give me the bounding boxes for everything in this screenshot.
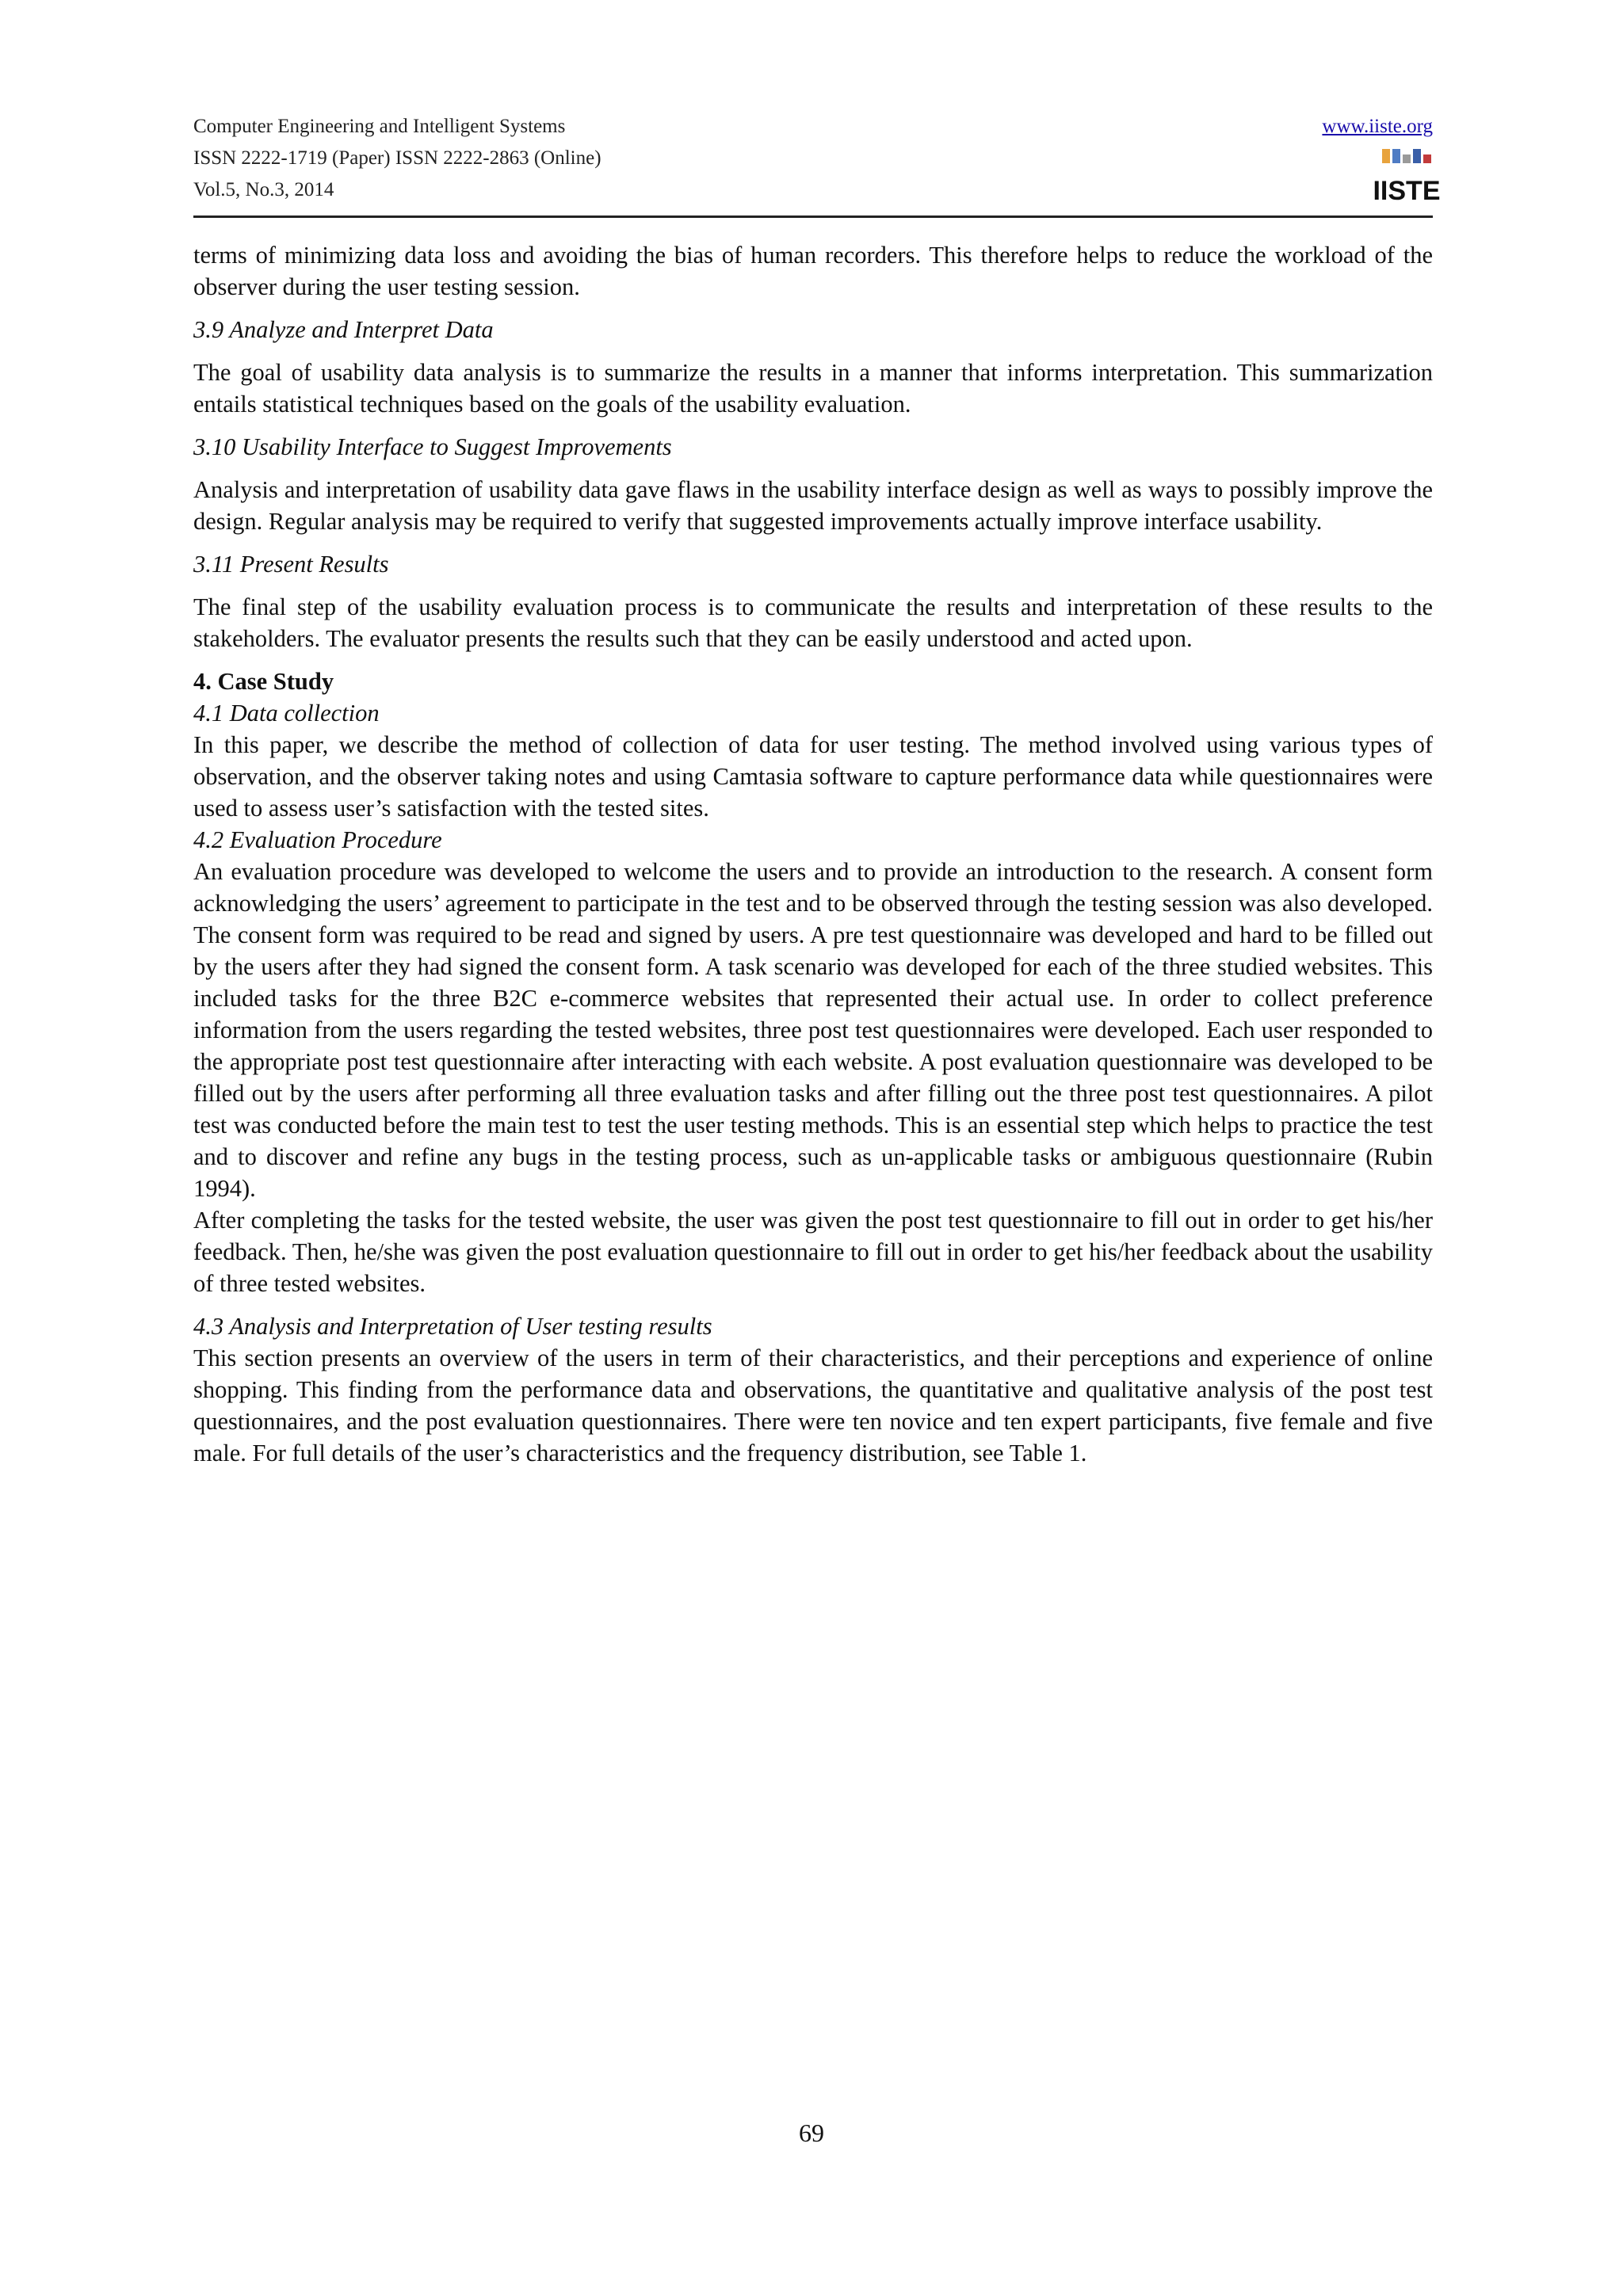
page-number: 69 xyxy=(799,2119,824,2147)
journal-title: Computer Engineering and Intelligent Systems xyxy=(193,116,566,137)
heading-4-1: 4.1 Data collection xyxy=(193,700,380,727)
paragraph-4-2b: After completing the tasks for the tested website, the user was given the post test questionnaire to fill out in order to get his/her feedback. Then, he/she was given the post evaluation questionnaire to fill out in order to get his/her feedback about the usability of three tested websites. xyxy=(193,1207,1433,1297)
heading-4-case-study: 4. Case Study xyxy=(193,668,334,695)
iiste-logo xyxy=(1373,147,1441,209)
paragraph-3-9: The goal of usability data analysis is to summarize the results in a manner that informs interpretation. This summarization entails statistical techniques based on the goals of the usability evaluation. xyxy=(193,359,1433,418)
paragraph-3-11: The final step of the usability evaluation process is to communicate the results and interpretation of these results to the stakeholders. The evaluator presents the results such that they can be easily understood and acted upon. xyxy=(193,593,1433,652)
heading-3-10: 3.10 Usability Interface to Suggest Improvements xyxy=(193,433,672,460)
heading-4-3: 4.3 Analysis and Interpretation of User testing results xyxy=(193,1313,712,1340)
paragraph-3-10: Analysis and interpretation of usability data gave flaws in the usability interface design as well as ways to possibly improve the design. Regular analysis may be required to verify that suggested improvements actually improve interface usability. xyxy=(193,476,1433,535)
heading-4-2: 4.2 Evaluation Procedure xyxy=(193,826,442,853)
svg-text:IISTE: IISTE xyxy=(1373,176,1441,206)
running-header xyxy=(193,111,1441,206)
page-body xyxy=(193,239,1433,1469)
paragraph-4-1: In this paper, we describe the method of collection of data for user testing. The method involved using various types of observation, and the observer taking notes and using Camtasia software to capture performance data while questionnaires were used to assess user’s satisfaction with the tested sites. xyxy=(193,731,1433,822)
paragraph-4-3: This section presents an overview of the users in term of their characteristics, and their perceptions and experience of online shopping. This finding from the performance data and observations, the quantitative and qualitative analysis of the post test questionnaires, and the post evaluation questionnaires. There were ten novice and ten expert participants, five female and five male. For full details of the user’s characteristics and the frequency distribution, see Table 1. xyxy=(193,1344,1433,1466)
paragraph-intro: terms of minimizing data loss and avoiding the bias of human recorders. This therefore helps to reduce the workload of the observer during the user testing session. xyxy=(193,242,1433,300)
volume-line: Vol.5, No.3, 2014 xyxy=(193,179,334,200)
paragraph-4-2a: An evaluation procedure was developed to welcome the users and to provide an introduction to the research. A consent form acknowledging the users’ agreement to participate in the test and to be observed through the testing session was also developed. The consent form was required to be read and signed by users. A pre test questionnaire was developed and hard to be filled out by the users after they had signed the consent form. A task scenario was developed for each of the three studied websites. This included tasks for the three B2C e-commerce websites that represented their actual use. In order to collect preference information from the users regarding the tested websites, three post test questionnaires were developed. Each user responded to the appropriate post test questionnaire after interacting with each website. A post evaluation questionnaire was developed to be filled out by the users after performing all three evaluation tasks and after filling out the three post test questionnaires. A pilot test was conducted before the main test to test the user testing methods. This is an essential step which helps to practice the test and to discover and refine any bugs in the testing process, such as un-applicable tasks or ambiguous questionnaire (Rubin 1994). xyxy=(193,858,1433,1202)
journal-url-link[interactable]: www.iiste.org xyxy=(1322,116,1433,137)
heading-3-9: 3.9 Analyze and Interpret Data xyxy=(193,316,494,343)
issn-line: ISSN 2222-1719 (Paper) ISSN 2222-2863 (Online) xyxy=(193,147,601,169)
header-rule xyxy=(193,215,1433,218)
heading-3-11: 3.11 Present Results xyxy=(193,551,389,578)
